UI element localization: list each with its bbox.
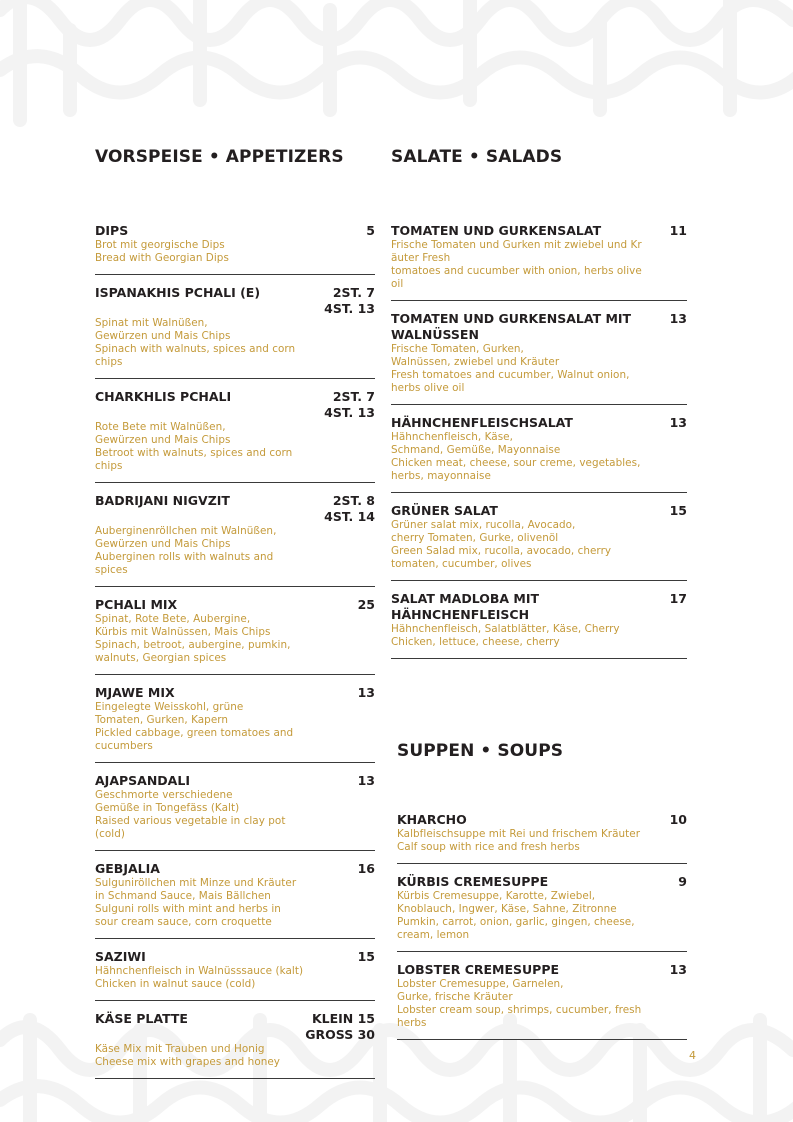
description-line: (cold)	[95, 828, 125, 840]
menu-item-header	[391, 311, 687, 343]
description-line: chips	[95, 356, 123, 368]
page-number: 4	[689, 1049, 696, 1062]
description-line: Sulgunіröllchen mit Minze und Kräuter	[95, 877, 297, 889]
menu-item-header	[95, 493, 375, 525]
price-line: 17	[669, 591, 687, 606]
description-line: Gewürzen und Mais Chips	[95, 330, 231, 342]
price-line: 15	[669, 503, 687, 518]
menu-item-header	[95, 685, 375, 701]
description-line: Gemüße in Tongefäss (Kalt)	[95, 802, 240, 814]
salads-list	[391, 223, 687, 659]
menu-item-price	[670, 415, 687, 431]
description-line: Knoblauch, Ingwer, Käse, Sahne, Zitronne	[397, 903, 617, 915]
soups-list	[397, 812, 687, 1040]
description-line: Käse Mix mit Trauben und Honig	[95, 1043, 265, 1055]
menu-item-name: KÄSE PLATTE	[95, 1011, 188, 1026]
description-line: Tomaten, Gurken, Kapern	[95, 714, 229, 726]
menu-item-name: GEBJALIA	[95, 861, 160, 876]
menu-item-description	[95, 877, 375, 929]
description-line: Auberginenröllchen mit Walnüßen,	[95, 525, 277, 537]
menu-item-description	[391, 623, 687, 649]
menu-item-price	[670, 311, 687, 327]
menu-item-name: DIPS	[95, 223, 129, 238]
description-line: tomaten, cucumber, olives	[391, 558, 532, 570]
menu-item	[95, 597, 375, 675]
menu-item-price	[670, 223, 687, 239]
description-line: oil	[391, 278, 404, 290]
menu-item-name: MJAWE MIX	[95, 685, 175, 700]
appetizers-list	[95, 223, 375, 1079]
description-line: Hähnchenfleisch, Käse,	[391, 431, 513, 443]
menu-item-name: BADRIJANI NIGVZIT	[95, 493, 230, 508]
menu-item-price	[358, 685, 375, 701]
description-line: Kürbis mit Walnüssen, Mais Chips	[95, 626, 271, 638]
price-line: 13	[669, 311, 687, 326]
description-line: Chicken, lettuce, cheese, cherry	[391, 636, 560, 648]
menu-item-price	[324, 285, 375, 317]
description-line: walnuts, Georgian spices	[95, 652, 227, 664]
description-line: spices	[95, 564, 128, 576]
menu-item-name: TOMATEN UND GURKENSALAT MIT WALNÜSSEN	[391, 311, 632, 342]
soups-section	[397, 741, 687, 1050]
description-line: Auberginen rolls with walnuts and	[95, 551, 274, 563]
menu-item-description	[397, 890, 687, 942]
menu-item-price	[305, 1011, 375, 1043]
description-line: sour cream sauce, corn croquette	[95, 916, 272, 928]
salads-heading: SALATE • SALADS	[391, 147, 563, 167]
menu-item-header	[95, 1011, 375, 1043]
menu-item-name: HÄHNCHENFLEISCHSALAT	[391, 415, 573, 430]
description-line: Grüner salat mix, rucolla, Avocado,	[391, 519, 576, 531]
menu-item-description	[391, 519, 687, 571]
menu-item-name: SAZIWI	[95, 949, 146, 964]
description-line: Chicken meat, cheese, sour creme, vegetables,	[391, 457, 641, 469]
menu-item-header	[95, 861, 375, 877]
menu-item	[95, 773, 375, 851]
description-line: herbs	[397, 1017, 427, 1029]
description-line: tomatoes and cucumber with onion, herbs olive	[391, 265, 642, 277]
price-line: 11	[669, 223, 687, 238]
description-line: Kalbfleischsuppe mit Rei und frischem Kräuter	[397, 828, 641, 840]
description-line: chips	[95, 460, 123, 472]
description-line: Gewürzen und Mais Chips	[95, 434, 231, 446]
description-line: Lobster Cremesuppe, Garnelen,	[397, 978, 564, 990]
menu-item-header	[397, 962, 687, 978]
description-line: Kürbis Cremesuppe, Karotte, Zwiebel,	[397, 890, 596, 902]
menu-item	[391, 503, 687, 581]
menu-item-name: KÜRBIS CREMESUPPE	[397, 874, 549, 889]
description-line: Sulguni rolls with mint and herbs in	[95, 903, 281, 915]
menu-item-price	[670, 503, 687, 519]
menu-item	[95, 493, 375, 587]
menu-item	[397, 962, 687, 1040]
description-line: Hähnchenfleisch, Salatblätter, Käse, Cherry	[391, 623, 620, 635]
description-line: Betroot with walnuts, spices and corn	[95, 447, 293, 459]
description-line: Green Salad mix, rucolla, avocado, cherry	[391, 545, 612, 557]
description-line: herbs, mayonnaise	[391, 470, 491, 482]
appetizers-heading: VORSPEISE • APPETIZERS	[95, 147, 344, 167]
menu-item-description	[95, 317, 375, 369]
menu-item	[95, 389, 375, 483]
menu-item-description	[95, 525, 375, 577]
menu-item-name: LOBSTER CREMESUPPE	[397, 962, 560, 977]
menu-item-description	[391, 431, 687, 483]
menu-item-price	[670, 812, 687, 828]
price-line: 13	[669, 962, 687, 977]
menu-item-description	[391, 343, 687, 395]
description-line: Spinat, Rote Bete, Aubergine,	[95, 613, 251, 625]
description-line: Spinach with walnuts, spices and corn	[95, 343, 296, 355]
menu-item-header	[95, 597, 375, 613]
menu-item-price	[358, 597, 375, 613]
salads-section	[391, 147, 687, 669]
menu-item	[391, 591, 687, 659]
menu-item-name: GRÜNER SALAT	[391, 503, 498, 518]
price-line: 25	[357, 597, 375, 612]
menu-item	[95, 1011, 375, 1079]
menu-item-description	[95, 239, 375, 265]
description-line: Calf soup with rice and fresh herbs	[397, 841, 580, 853]
price-line: 16	[357, 861, 375, 876]
menu-item-header	[95, 223, 375, 239]
menu-item	[397, 812, 687, 864]
price-line: 13	[669, 415, 687, 430]
description-line: Frische Tomaten und Gurken mit zwiebel und Kr	[391, 239, 642, 251]
price-line: 9	[678, 874, 687, 889]
description-line: Rote Bete mit Walnüßen,	[95, 421, 226, 433]
price-line: 4ST. 14	[324, 509, 375, 524]
menu-item-price	[670, 962, 687, 978]
price-line: 5	[366, 223, 375, 238]
menu-item-name: AJAPSANDALI	[95, 773, 190, 788]
price-line: 10	[669, 812, 687, 827]
price-line: 4ST. 13	[324, 405, 375, 420]
menu-item-price	[324, 389, 375, 421]
price-line: 4ST. 13	[324, 301, 375, 316]
menu-item-header	[95, 773, 375, 789]
menu-item-description	[95, 613, 375, 665]
menu-item-name: KHARCHO	[397, 812, 467, 827]
menu-item-price	[678, 874, 687, 890]
price-line: 2ST. 7	[332, 389, 375, 404]
description-line: in Schmand Sauce, Mais Bällchen	[95, 890, 271, 902]
description-line: äuter Fresh	[391, 252, 451, 264]
menu-item-description	[397, 978, 687, 1030]
menu-item-price	[358, 773, 375, 789]
menu-item-price	[366, 223, 375, 239]
menu-item	[391, 311, 687, 405]
description-line: Chicken in walnut sauce (cold)	[95, 978, 256, 990]
description-line: Spinach, betroot, aubergine, pumkin,	[95, 639, 291, 651]
menu-item	[95, 685, 375, 763]
menu-item-name: CHARKHLIS PCHALI	[95, 389, 232, 404]
menu-item-name: PCHALI MIX	[95, 597, 178, 612]
description-line: Frische Tomaten, Gurken,	[391, 343, 524, 355]
menu-item-description	[95, 701, 375, 753]
menu-item-price	[670, 591, 687, 607]
menu-item	[95, 285, 375, 379]
menu-item-description	[95, 789, 375, 841]
menu-item-header	[391, 223, 687, 239]
menu-item-description	[391, 239, 687, 291]
price-line: 15	[357, 949, 375, 964]
description-line: Schmand, Gemüße, Mayonnaise	[391, 444, 561, 456]
price-line: GROSS 30	[305, 1027, 375, 1042]
soups-heading: SUPPEN • SOUPS	[397, 741, 564, 761]
menu-item-price	[358, 949, 375, 965]
menu-item-description	[397, 828, 687, 854]
price-line: KLEIN 15	[311, 1011, 375, 1026]
description-line: Pumkin, carrot, onion, garlic, gingen, cheese,	[397, 916, 635, 928]
description-line: herbs olive oil	[391, 382, 465, 394]
menu-item-name: ISPANAKHIS PCHALI (E)	[95, 285, 261, 300]
menu-item	[95, 223, 375, 275]
price-line: 13	[357, 685, 375, 700]
description-line: Hähnchenfleisch in Walnüsssauce (kalt)	[95, 965, 304, 977]
menu-item-price	[358, 861, 375, 877]
menu-item	[95, 861, 375, 939]
menu-item	[391, 415, 687, 493]
description-line: cherry Tomaten, Gurke, olivenöl	[391, 532, 559, 544]
description-line: Fresh tomatoes and cucumber, Walnut onion,	[391, 369, 630, 381]
appetizers-section	[95, 147, 375, 1089]
price-line: 2ST. 7	[332, 285, 375, 300]
description-line: Brot mit georgische Dips	[95, 239, 225, 251]
menu-item	[391, 223, 687, 301]
description-line: Eingelegte Weisskohl, grüne	[95, 701, 244, 713]
menu-item-header	[95, 949, 375, 965]
menu-item-header	[391, 503, 687, 519]
menu-item-name: TOMATEN UND GURKENSALAT	[391, 223, 602, 238]
menu-item-description	[95, 421, 375, 473]
description-line: Gurke, frische Kräuter	[397, 991, 513, 1003]
menu-item-price	[324, 493, 375, 525]
description-line: Bread with Georgian Dips	[95, 252, 229, 264]
menu-item-name: SALAT MADLOBA MIT HÄHNCHENFLEISCH	[391, 591, 540, 622]
description-line: Walnüssen, zwiebel und Kräuter	[391, 356, 560, 368]
description-line: Lobster cream soup, shrimps, cucumber, fresh	[397, 1004, 642, 1016]
menu-item-header	[391, 415, 687, 431]
menu-item-header	[391, 591, 687, 623]
menu-item-header	[397, 874, 687, 890]
description-line: cream, lemon	[397, 929, 470, 941]
menu-item-description	[95, 965, 375, 991]
description-line: cucumbers	[95, 740, 153, 752]
menu-item-header	[95, 285, 375, 317]
menu-item-header	[95, 389, 375, 421]
menu-item-description	[95, 1043, 375, 1069]
price-line: 13	[357, 773, 375, 788]
description-line: Gewürzen und Mais Chips	[95, 538, 231, 550]
description-line: Cheese mix with grapes and honey	[95, 1056, 281, 1068]
menu-item	[397, 874, 687, 952]
price-line: 2ST. 8	[332, 493, 375, 508]
menu-item-header	[397, 812, 687, 828]
description-line: Spinat mit Walnüßen,	[95, 317, 208, 329]
description-line: Raised various vegetable in clay pot	[95, 815, 286, 827]
menu-item	[95, 949, 375, 1001]
description-line: Geschmorte verschiedene	[95, 789, 233, 801]
description-line: Pickled cabbage, green tomatoes and	[95, 727, 294, 739]
